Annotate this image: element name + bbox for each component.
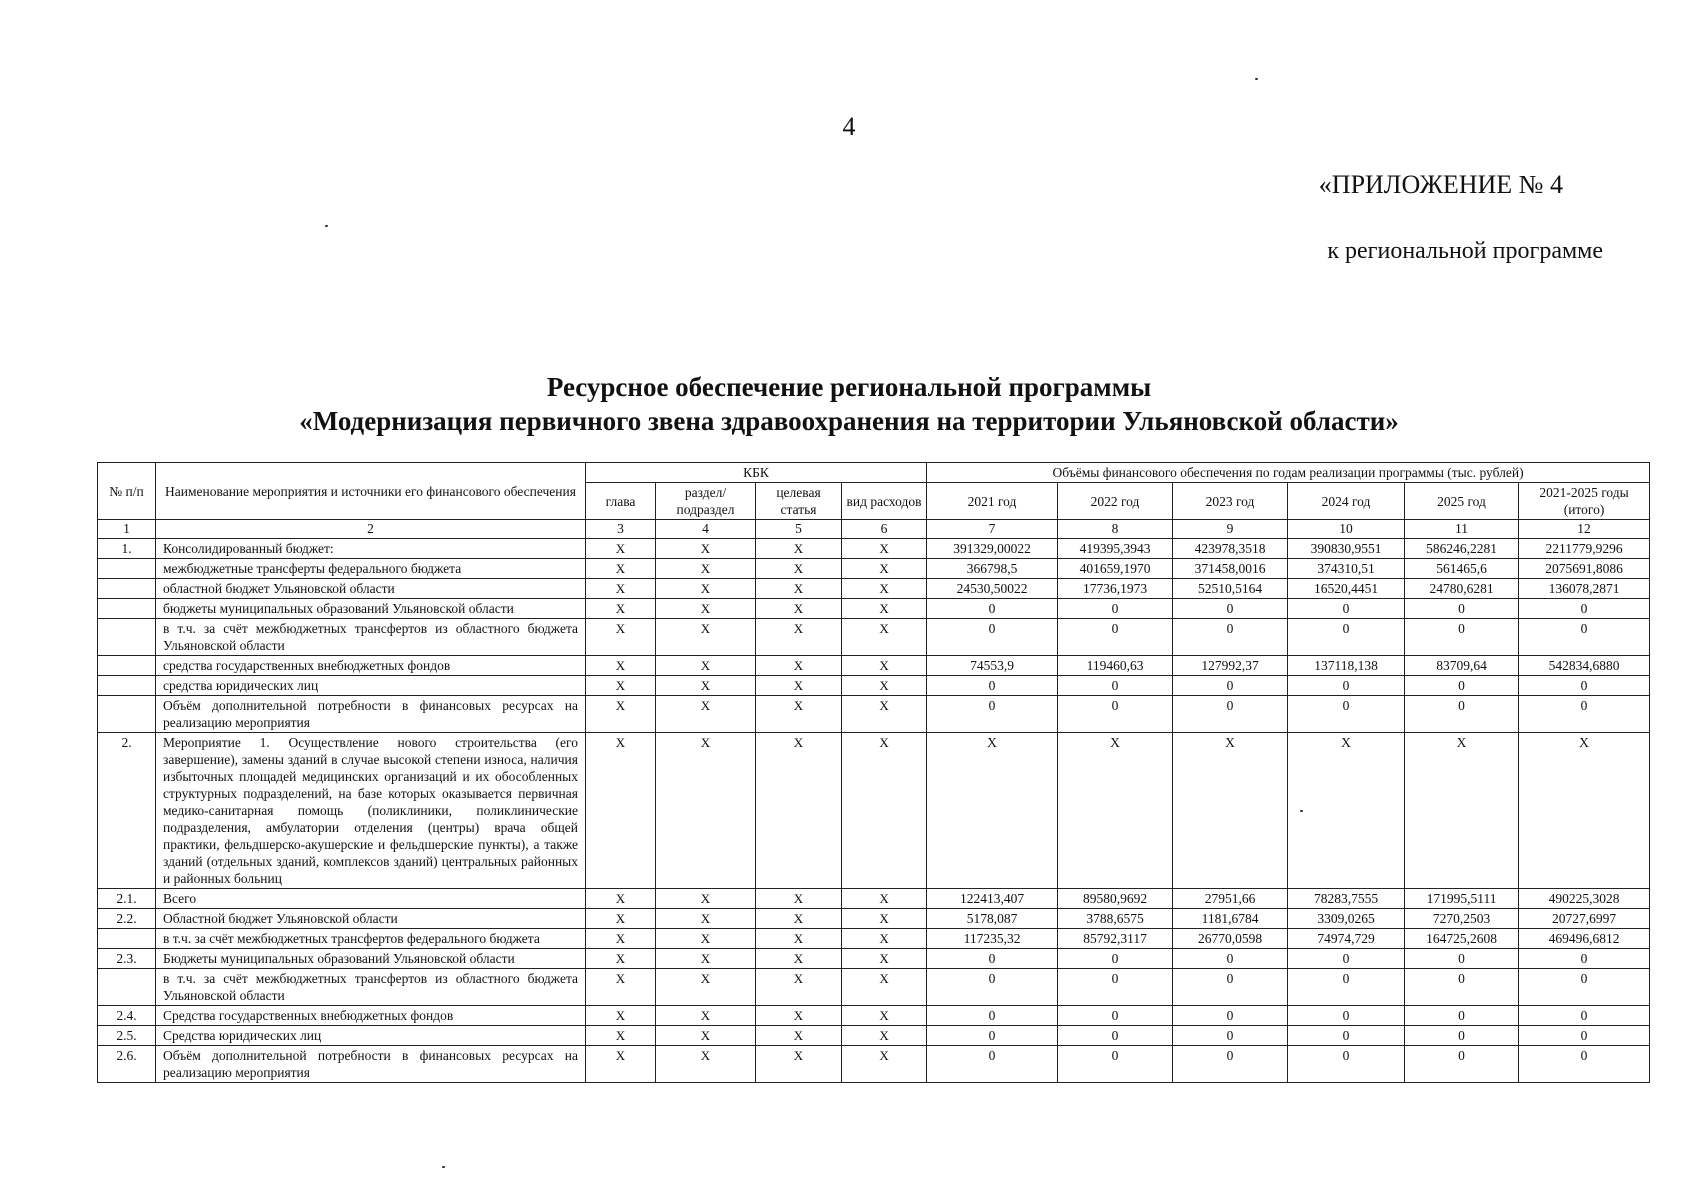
kbk-cell: X <box>756 579 842 599</box>
value-cell: 0 <box>1288 949 1405 969</box>
table-row <box>98 656 1650 676</box>
kbk-cell: X <box>586 949 656 969</box>
value-cell: 74553,9 <box>927 656 1058 676</box>
row-name: в т.ч. за счёт межбюджетных трансфертов федерального бюджета <box>156 929 586 949</box>
kbk-cell: X <box>586 889 656 909</box>
value-cell: 78283,7555 <box>1288 889 1405 909</box>
row-number: 2.6. <box>98 1046 156 1083</box>
table-row <box>98 676 1650 696</box>
value-cell: 24530,50022 <box>927 579 1058 599</box>
value-cell: 52510,5164 <box>1173 579 1288 599</box>
row-number: 1. <box>98 539 156 559</box>
table-row <box>98 579 1650 599</box>
value-cell: 5178,087 <box>927 909 1058 929</box>
row-number <box>98 619 156 656</box>
value-cell: 0 <box>1288 1026 1405 1046</box>
row-name: Бюджеты муниципальных образований Ульяновской области <box>156 949 586 969</box>
value-cell: 0 <box>1405 1026 1519 1046</box>
value-cell: 24780,6281 <box>1405 579 1519 599</box>
kbk-cell: X <box>656 1026 756 1046</box>
header-total: 2021-2025 годы (итого) <box>1519 483 1650 520</box>
value-cell: 401659,1970 <box>1058 559 1173 579</box>
kbk-cell: X <box>756 909 842 929</box>
value-cell: 0 <box>1058 676 1173 696</box>
column-number: 3 <box>586 520 656 539</box>
value-cell: 0 <box>927 599 1058 619</box>
value-cell: X <box>1288 733 1405 889</box>
table-row <box>98 733 1650 889</box>
row-name: Средства государственных внебюджетных фондов <box>156 1006 586 1026</box>
kbk-cell: X <box>656 1006 756 1026</box>
value-cell: 0 <box>1173 949 1288 969</box>
kbk-cell: X <box>756 949 842 969</box>
value-cell: 0 <box>1173 696 1288 733</box>
value-cell: 0 <box>1173 676 1288 696</box>
row-number <box>98 559 156 579</box>
header-2022: 2022 год <box>1058 483 1173 520</box>
column-number: 7 <box>927 520 1058 539</box>
table-row <box>98 949 1650 969</box>
kbk-cell: X <box>756 539 842 559</box>
kbk-cell: X <box>842 1006 927 1026</box>
row-number <box>98 656 156 676</box>
kbk-cell: X <box>656 619 756 656</box>
row-name: в т.ч. за счёт межбюджетных трансфертов из областного бюджета Ульяновской области <box>156 619 586 656</box>
header-2025: 2025 год <box>1405 483 1519 520</box>
kbk-cell: X <box>842 909 927 929</box>
kbk-cell: X <box>842 676 927 696</box>
kbk-cell: X <box>656 949 756 969</box>
value-cell: 0 <box>1519 676 1650 696</box>
value-cell: 89580,9692 <box>1058 889 1173 909</box>
value-cell: 117235,32 <box>927 929 1058 949</box>
kbk-cell: X <box>756 969 842 1006</box>
kbk-cell: X <box>656 656 756 676</box>
table-row <box>98 889 1650 909</box>
value-cell: 0 <box>1405 969 1519 1006</box>
kbk-cell: X <box>656 733 756 889</box>
appendix-label: «ПРИЛОЖЕНИЕ № 4 <box>1318 170 1563 199</box>
header-tselevaya: целевая статья <box>756 483 842 520</box>
value-cell: 2211779,9296 <box>1519 539 1650 559</box>
value-cell: 561465,6 <box>1405 559 1519 579</box>
kbk-cell: X <box>842 539 927 559</box>
value-cell: X <box>1173 733 1288 889</box>
kbk-cell: X <box>842 949 927 969</box>
kbk-cell: X <box>656 599 756 619</box>
value-cell: 119460,63 <box>1058 656 1173 676</box>
header-2021: 2021 год <box>927 483 1058 520</box>
row-number: 2.2. <box>98 909 156 929</box>
kbk-cell: X <box>586 733 656 889</box>
kbk-cell: X <box>586 579 656 599</box>
value-cell: X <box>1405 733 1519 889</box>
kbk-cell: X <box>586 559 656 579</box>
kbk-cell: X <box>586 909 656 929</box>
value-cell: 0 <box>1405 1046 1519 1083</box>
value-cell: 17736,1973 <box>1058 579 1173 599</box>
scan-speck <box>325 225 328 227</box>
kbk-cell: X <box>842 559 927 579</box>
value-cell: 490225,3028 <box>1519 889 1650 909</box>
row-name: в т.ч. за счёт межбюджетных трансфертов из областного бюджета Ульяновской области <box>156 969 586 1006</box>
kbk-cell: X <box>586 619 656 656</box>
table-row <box>98 929 1650 949</box>
kbk-cell: X <box>586 1046 656 1083</box>
kbk-cell: X <box>656 559 756 579</box>
row-name: межбюджетные трансферты федерального бюджета <box>156 559 586 579</box>
row-number: 2.5. <box>98 1026 156 1046</box>
row-number: 2.4. <box>98 1006 156 1026</box>
column-number-row <box>98 520 1650 539</box>
title-line-1: Ресурсное обеспечение региональной программы <box>546 372 1152 402</box>
value-cell: 0 <box>1288 1006 1405 1026</box>
kbk-cell: X <box>756 1046 842 1083</box>
row-name: Областной бюджет Ульяновской области <box>156 909 586 929</box>
kbk-cell: X <box>842 929 927 949</box>
page-number: 4 <box>842 112 856 141</box>
value-cell: 423978,3518 <box>1173 539 1288 559</box>
value-cell: 137118,138 <box>1288 656 1405 676</box>
kbk-cell: X <box>586 539 656 559</box>
kbk-cell: X <box>842 599 927 619</box>
kbk-cell: X <box>656 889 756 909</box>
value-cell: 0 <box>1058 949 1173 969</box>
value-cell: 2075691,8086 <box>1519 559 1650 579</box>
value-cell: 0 <box>927 1046 1058 1083</box>
column-number: 11 <box>1405 520 1519 539</box>
scan-speck <box>442 1166 445 1168</box>
kbk-cell: X <box>842 656 927 676</box>
value-cell: 164725,2608 <box>1405 929 1519 949</box>
row-number <box>98 969 156 1006</box>
value-cell: 1181,6784 <box>1173 909 1288 929</box>
value-cell: X <box>927 733 1058 889</box>
value-cell: 0 <box>1405 599 1519 619</box>
value-cell: 7270,2503 <box>1405 909 1519 929</box>
kbk-cell: X <box>656 969 756 1006</box>
value-cell: 0 <box>927 619 1058 656</box>
header-razdel: раздел/ подраздел <box>656 483 756 520</box>
column-number: 2 <box>156 520 586 539</box>
kbk-cell: X <box>842 1026 927 1046</box>
kbk-cell: X <box>842 889 927 909</box>
value-cell: 122413,407 <box>927 889 1058 909</box>
value-cell: 27951,66 <box>1173 889 1288 909</box>
table-row <box>98 969 1650 1006</box>
value-cell: 0 <box>1519 949 1650 969</box>
value-cell: 0 <box>1173 619 1288 656</box>
value-cell: 0 <box>1519 1046 1650 1083</box>
column-number: 1 <box>98 520 156 539</box>
kbk-cell: X <box>656 579 756 599</box>
kbk-cell: X <box>756 559 842 579</box>
value-cell: 0 <box>1058 1046 1173 1083</box>
appendix-subtitle: к региональной программе <box>1327 238 1603 264</box>
value-cell: 469496,6812 <box>1519 929 1650 949</box>
value-cell: 0 <box>927 1026 1058 1046</box>
value-cell: 16520,4451 <box>1288 579 1405 599</box>
value-cell: 542834,6880 <box>1519 656 1650 676</box>
row-number <box>98 929 156 949</box>
kbk-cell: X <box>756 889 842 909</box>
value-cell: 0 <box>1405 949 1519 969</box>
kbk-cell: X <box>656 1046 756 1083</box>
kbk-cell: X <box>656 696 756 733</box>
kbk-cell: X <box>586 929 656 949</box>
table-row <box>98 909 1650 929</box>
value-cell: 0 <box>1058 1006 1173 1026</box>
value-cell: 0 <box>1519 599 1650 619</box>
value-cell: 74974,729 <box>1288 929 1405 949</box>
row-number <box>98 599 156 619</box>
row-number: 2.3. <box>98 949 156 969</box>
kbk-cell: X <box>756 733 842 889</box>
value-cell: 0 <box>1173 1046 1288 1083</box>
column-number: 5 <box>756 520 842 539</box>
header-volumes: Объёмы финансового обеспечения по годам реализации программы (тыс. рублей) <box>927 463 1650 483</box>
kbk-cell: X <box>586 969 656 1006</box>
table-row <box>98 696 1650 733</box>
value-cell: 0 <box>1519 1026 1650 1046</box>
table-row <box>98 599 1650 619</box>
value-cell: 371458,0016 <box>1173 559 1288 579</box>
kbk-cell: X <box>656 539 756 559</box>
row-name: Объём дополнительной потребности в финансовых ресурсах на реализацию мероприятия <box>156 1046 586 1083</box>
table-row <box>98 1026 1650 1046</box>
header-kbk: КБК <box>586 463 927 483</box>
value-cell: 3788,6575 <box>1058 909 1173 929</box>
kbk-cell: X <box>842 969 927 1006</box>
table-row <box>98 1006 1650 1026</box>
value-cell: 0 <box>1058 1026 1173 1046</box>
row-name: средства государственных внебюджетных фондов <box>156 656 586 676</box>
kbk-cell: X <box>842 1046 927 1083</box>
kbk-cell: X <box>756 1006 842 1026</box>
header-num: № п/п <box>98 463 156 520</box>
kbk-cell: X <box>586 656 656 676</box>
header-vid: вид расходов <box>842 483 927 520</box>
value-cell: 0 <box>1288 619 1405 656</box>
row-number: 2.1. <box>98 889 156 909</box>
value-cell: 0 <box>1519 969 1650 1006</box>
kbk-cell: X <box>586 676 656 696</box>
value-cell: X <box>1058 733 1173 889</box>
value-cell: 0 <box>1058 599 1173 619</box>
column-number: 4 <box>656 520 756 539</box>
value-cell: 20727,6997 <box>1519 909 1650 929</box>
value-cell: 0 <box>1288 599 1405 619</box>
value-cell: 171995,5111 <box>1405 889 1519 909</box>
value-cell: 136078,2871 <box>1519 579 1650 599</box>
value-cell: 0 <box>927 949 1058 969</box>
row-name: средства юридических лиц <box>156 676 586 696</box>
row-number <box>98 696 156 733</box>
value-cell: X <box>1519 733 1650 889</box>
value-cell: 0 <box>1288 1046 1405 1083</box>
row-number <box>98 579 156 599</box>
row-name: Объём дополнительной потребности в финансовых ресурсах на реализацию мероприятия <box>156 696 586 733</box>
kbk-cell: X <box>756 696 842 733</box>
column-number: 10 <box>1288 520 1405 539</box>
header-glava: глава <box>586 483 656 520</box>
row-name: Средства юридических лиц <box>156 1026 586 1046</box>
value-cell: 0 <box>1058 969 1173 1006</box>
kbk-cell: X <box>586 1026 656 1046</box>
kbk-cell: X <box>842 696 927 733</box>
value-cell: 26770,0598 <box>1173 929 1288 949</box>
column-number: 8 <box>1058 520 1173 539</box>
value-cell: 0 <box>1173 1006 1288 1026</box>
value-cell: 0 <box>1405 676 1519 696</box>
value-cell: 366798,5 <box>927 559 1058 579</box>
value-cell: 127992,37 <box>1173 656 1288 676</box>
value-cell: 3309,0265 <box>1288 909 1405 929</box>
table-row <box>98 1046 1650 1083</box>
kbk-cell: X <box>656 909 756 929</box>
value-cell: 0 <box>927 1006 1058 1026</box>
value-cell: 85792,3117 <box>1058 929 1173 949</box>
value-cell: 586246,2281 <box>1405 539 1519 559</box>
kbk-cell: X <box>842 579 927 599</box>
table-header <box>98 463 1650 539</box>
kbk-cell: X <box>586 696 656 733</box>
kbk-cell: X <box>756 656 842 676</box>
row-name: бюджеты муниципальных образований Ульяновской области <box>156 599 586 619</box>
value-cell: 374310,51 <box>1288 559 1405 579</box>
kbk-cell: X <box>842 733 927 889</box>
value-cell: 0 <box>1288 696 1405 733</box>
value-cell: 419395,3943 <box>1058 539 1173 559</box>
kbk-cell: X <box>756 619 842 656</box>
table-row <box>98 559 1650 579</box>
kbk-cell: X <box>756 1026 842 1046</box>
value-cell: 0 <box>927 969 1058 1006</box>
value-cell: 0 <box>1173 1026 1288 1046</box>
value-cell: 0 <box>1519 619 1650 656</box>
kbk-cell: X <box>656 676 756 696</box>
value-cell: 0 <box>1173 969 1288 1006</box>
value-cell: 0 <box>927 676 1058 696</box>
kbk-cell: X <box>756 676 842 696</box>
value-cell: 390830,9551 <box>1288 539 1405 559</box>
value-cell: 0 <box>1058 696 1173 733</box>
row-name: Консолидированный бюджет: <box>156 539 586 559</box>
scan-speck <box>1255 78 1258 80</box>
row-number: 2. <box>98 733 156 889</box>
header-name: Наименование мероприятия и источники его финансового обеспечения <box>156 463 586 520</box>
value-cell: 0 <box>1405 696 1519 733</box>
kbk-cell: X <box>756 929 842 949</box>
value-cell: 0 <box>1519 1006 1650 1026</box>
value-cell: 0 <box>1519 696 1650 733</box>
row-number <box>98 676 156 696</box>
column-number: 9 <box>1173 520 1288 539</box>
value-cell: 0 <box>1288 676 1405 696</box>
kbk-cell: X <box>842 619 927 656</box>
kbk-cell: X <box>586 1006 656 1026</box>
title-line-2: «Модернизация первичного звена здравоохранения на территории Ульяновской области» <box>299 406 1399 436</box>
kbk-cell: X <box>586 599 656 619</box>
header-2024: 2024 год <box>1288 483 1405 520</box>
table-row <box>98 539 1650 559</box>
kbk-cell: X <box>656 929 756 949</box>
value-cell: 83709,64 <box>1405 656 1519 676</box>
header-2023: 2023 год <box>1173 483 1288 520</box>
value-cell: 0 <box>1405 1006 1519 1026</box>
row-name: Всего <box>156 889 586 909</box>
value-cell: 0 <box>927 696 1058 733</box>
row-name: Мероприятие 1. Осуществление нового строительства (его завершение), замены зданий в случае высокой степени износа, наличия избыточных площадей медицинских организаций и их обособленных структурных подразделений, на базе которых оказывается первичная медико-санитарная помощь (поликлиники, поликлинические подразделения, амбулатории отделения (центры) врача общей практики, фельдшерско-акушерские и фельдшерские пункты), а также зданий (отдельных зданий, комплексов зданий) центральных районных и районных больниц <box>156 733 586 889</box>
column-number: 6 <box>842 520 927 539</box>
value-cell: 0 <box>1058 619 1173 656</box>
row-name: областной бюджет Ульяновской области <box>156 579 586 599</box>
table-body <box>98 539 1650 1083</box>
value-cell: 0 <box>1173 599 1288 619</box>
value-cell: 391329,00022 <box>927 539 1058 559</box>
value-cell: 0 <box>1288 969 1405 1006</box>
kbk-cell: X <box>756 599 842 619</box>
value-cell: 0 <box>1405 619 1519 656</box>
column-number: 12 <box>1519 520 1650 539</box>
document-title <box>0 370 1698 438</box>
resource-table <box>97 462 1650 1083</box>
table-row <box>98 619 1650 656</box>
